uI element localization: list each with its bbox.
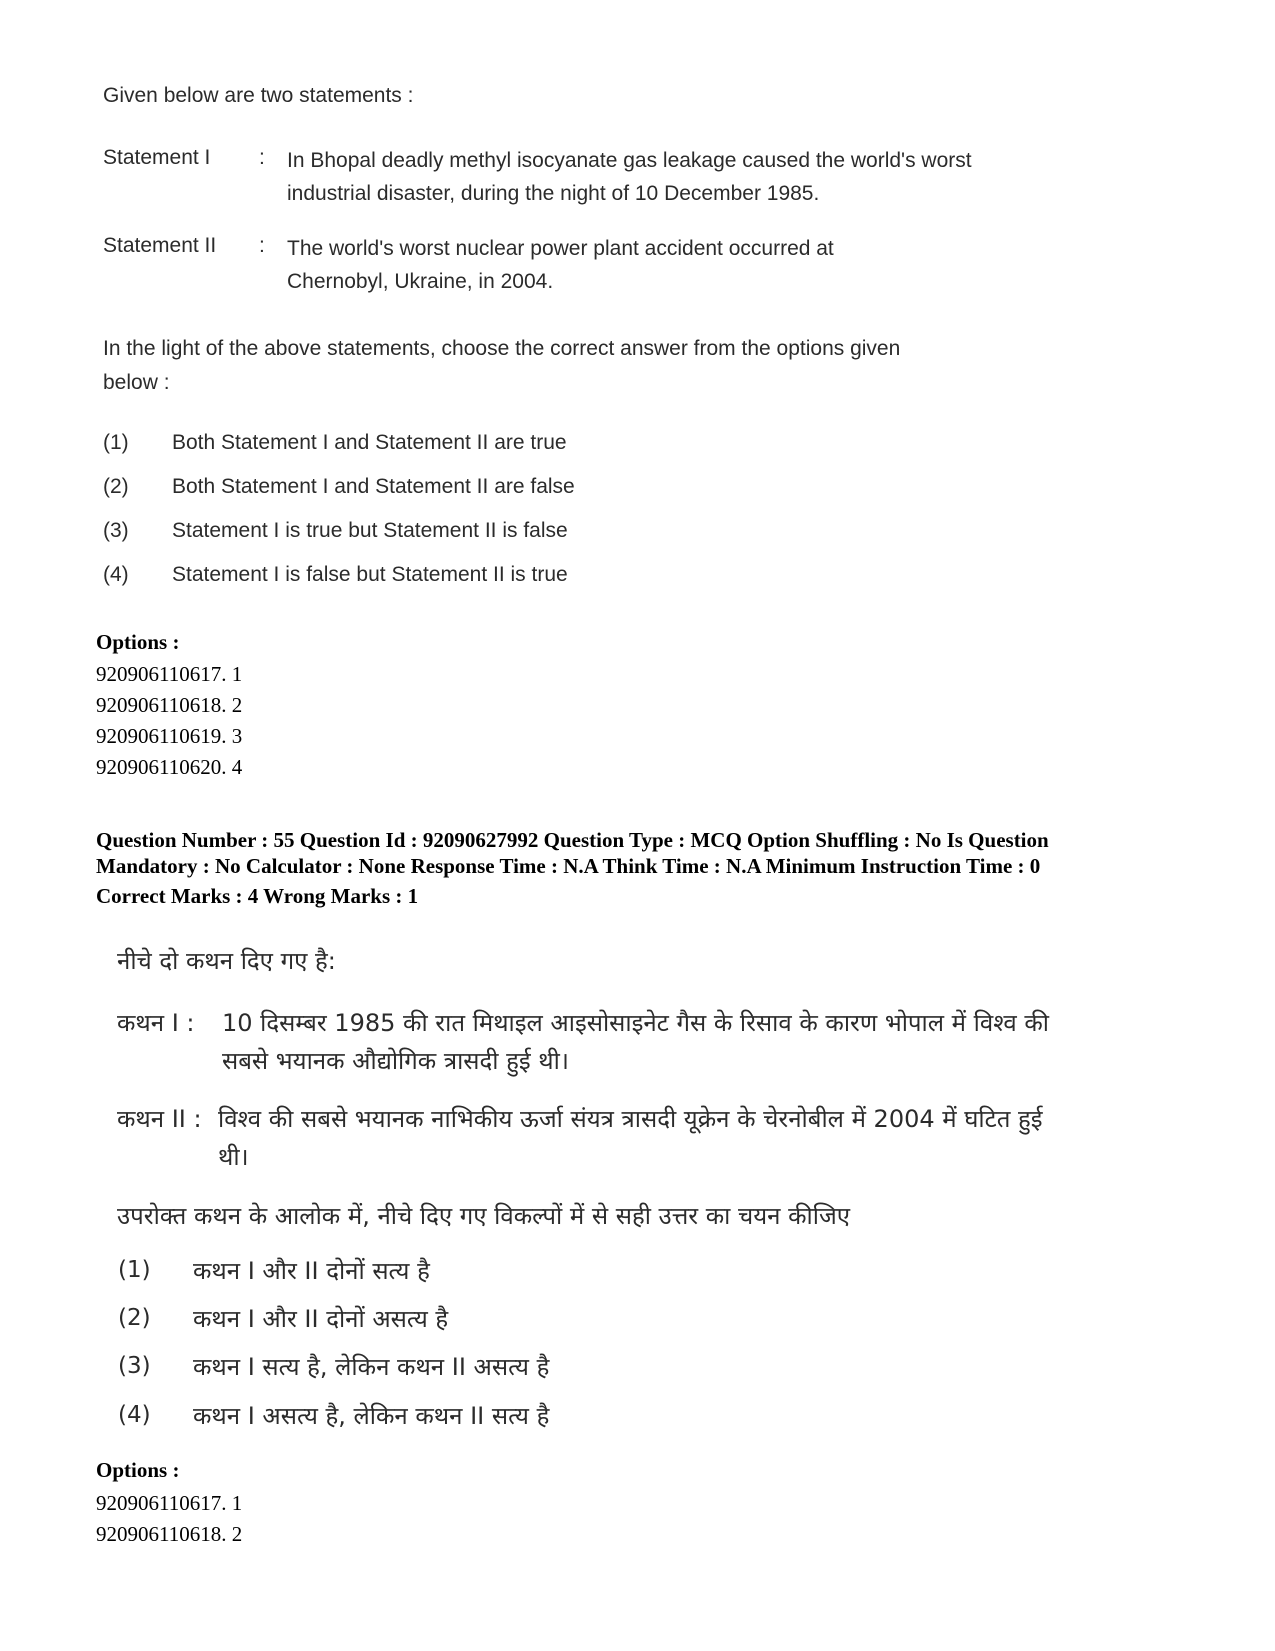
option-id-line: 920906110619. 3 xyxy=(96,724,243,748)
option-2-number: (2) xyxy=(103,475,129,498)
option-4-text: Statement I is false but Statement II is true xyxy=(172,563,568,586)
hindi-option-4-text: कथन I असत्य है, लेकिन कथन II सत्य है xyxy=(193,1402,550,1430)
option-3-number: (3) xyxy=(103,519,129,542)
hindi-option-3-number: (3) xyxy=(118,1353,151,1379)
option-4-number: (4) xyxy=(103,563,129,586)
hindi-question-prompt: उपरोक्त कथन के आलोक में, नीचे दिए गए विकल्पों में से सही उत्तर का चयन कीजिए xyxy=(117,1202,851,1230)
hindi-statement-1-label: कथन I : xyxy=(117,1009,195,1037)
option-id-line: 920906110618. 2 xyxy=(96,693,243,717)
statement-1-text: In Bhopal deadly methyl isocyanate gas leakage caused the world's worst industrial disaster, during the night of 10 December 1985. xyxy=(287,149,972,205)
hindi-statement-2-label: कथन II : xyxy=(117,1105,202,1133)
option-id-line: 920906110617. 1 xyxy=(96,1491,243,1515)
option-1-text: Both Statement I and Statement II are true xyxy=(172,431,567,454)
hindi-option-1-text: कथन I और II दोनों सत्य है xyxy=(193,1257,430,1285)
question-meta xyxy=(96,827,1176,909)
hindi-option-2-text: कथन I और II दोनों असत्य है xyxy=(193,1305,449,1333)
option-id-line: 920906110618. 2 xyxy=(96,1522,243,1546)
hindi-option-1-number: (1) xyxy=(118,1257,151,1283)
question-meta-line: Question Number : 55 Question Id : 92090627992 Question Type : MCQ Option Shuffling : No Is Question xyxy=(96,828,1049,852)
question-intro: Given below are two statements : xyxy=(103,84,414,107)
question-meta-line: Mandatory : No Calculator : None Response Time : N.A Think Time : N.A Minimum Instruction Time : 0 xyxy=(96,854,1041,878)
hindi-option-4-number: (4) xyxy=(118,1402,151,1428)
options-heading: Options : xyxy=(96,630,180,654)
hindi-option-3-text: कथन I सत्य है, लेकिन कथन II असत्य है xyxy=(193,1353,550,1381)
hindi-statement-1-text: 10 दिसम्बर 1985 की रात मिथाइल आइसोसाइनेट गैस के रिसाव के कारण भोपाल में विश्व की सबसे भयानक औद्योगिक त्रासदी हुई थी। xyxy=(222,1009,1050,1075)
hindi-statement-2-text: विश्व की सबसे भयानक नाभिकीय ऊर्जा संयत्र त्रासदी यूक्रेन के चेरनोबील में 2004 में घटित हुई थी। xyxy=(218,1105,1043,1171)
question-meta-line: Correct Marks : 4 Wrong Marks : 1 xyxy=(96,884,419,908)
statement-2-label: Statement II xyxy=(103,234,217,257)
statement-1-colon: : xyxy=(259,146,265,169)
option-3-text: Statement I is true but Statement II is false xyxy=(172,519,568,542)
option-2-text: Both Statement I and Statement II are false xyxy=(172,475,575,498)
option-1-number: (1) xyxy=(103,431,129,454)
statement-2-colon: : xyxy=(259,234,265,257)
hindi-question-intro: नीचे दो कथन दिए गए है: xyxy=(117,947,336,975)
hindi-option-2-number: (2) xyxy=(118,1305,151,1331)
options-heading: Options : xyxy=(96,1458,180,1482)
statement-1-label: Statement I xyxy=(103,146,211,169)
statement-2-text: The world's worst nuclear power plant accident occurred at Chernobyl, Ukraine, in 2004. xyxy=(287,237,834,293)
question-prompt: In the light of the above statements, choose the correct answer from the options given below : xyxy=(103,337,901,394)
option-id-line: 920906110620. 4 xyxy=(96,755,243,779)
option-id-line: 920906110617. 1 xyxy=(96,662,243,686)
